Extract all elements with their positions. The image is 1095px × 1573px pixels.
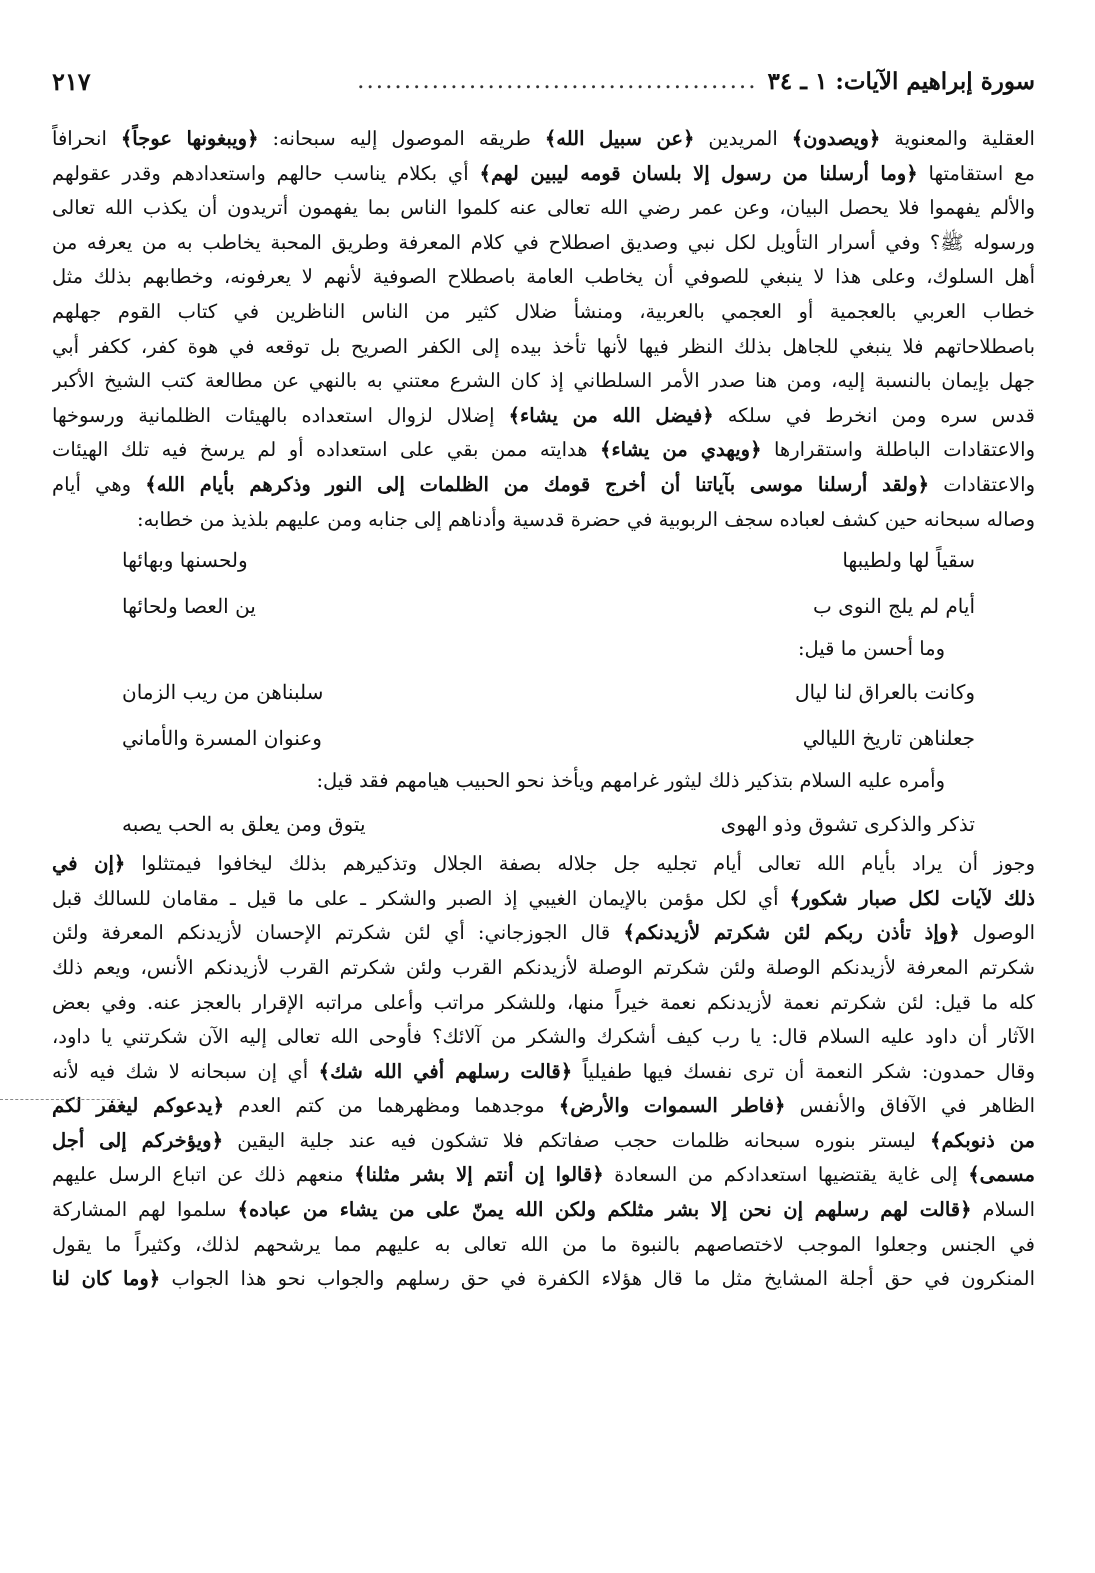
verse-second-hemistich: وعنوان المسرة والأماني [122,725,322,750]
text-line: والألم يفهموا فلا يحصل البيان، وعن عمر رضي الله تعالى عنه كلموا الناس بما يفهمون أتريدون أن يكذب الله تعالى [52,196,1035,220]
text-line: أهل السلوك، وعلى هذا لا ينبغي للصوفي أن يخاطب العامة باصطلاح الصوفية لأنهم لا يعرفونه، وخطابهم بذلك مثل [52,265,1035,289]
text-line: مسمى﴾ إلى غاية يقتضيها استعدادكم من السعادة ﴿قالوا إن أنتم إلا بشر مثلنا﴾ منعهم ذلك عن اتباع الرسل عليهم [52,1163,1035,1187]
text-line: في الجنس وجعلوا الموجب لاختصاصهم بالنبوة ما من الله تعالى به عليهم مما يرشحهم لذلك، وكثيراً ما يقول [52,1232,1035,1256]
verse-line [52,715,1035,761]
verse-line [52,583,1035,629]
text-line: باصطلاحاتهم فلا ينبغي للجاهل بذلك النظر فيها لأنها تأخذ بيده إلى الكفر الصريح بل توقعه في هوة كفر، ككفر أبي [52,334,1035,358]
poem-2 [52,669,1035,761]
text-line: جهل بإيمان بالنسبة إليه، ومن هنا صدر الأمر السلطاني إذ كان الشرع معتني به بالنهي عن مطالعة كتب الشيخ الأكبر [52,369,1035,393]
verse-second-hemistich: سلبناهن من ريب الزمان [122,679,324,704]
verse-second-hemistich: ولحسنها وبهائها [122,547,248,572]
verse-second-hemistich: ين العصا ولحائها [122,593,256,618]
page-number: ٢١٧ [52,66,91,96]
text-line: ذلك لآيات لكل صبار شكور﴾ أي لكل مؤمن بالإيمان الغيبي إذ الصبر والشكر ـ على ما قيل ـ مقامان للسالك قبل [52,886,1035,910]
text-line: وجوز أن يراد بأيام الله تعالى أيام تجليه جل جلاله بصفة الجلال وتذكيرهم بذلك ليخافوا فيمتثلوا ﴿إن في [52,852,1035,876]
text-line: قدس سره ومن انخرط في سلكه ﴿فيضل الله من يشاء﴾ إضلال لزوال استعداده بالهيئات الظلمانية ورسوخها [52,403,1035,427]
verse-first-hemistich: جعلناهن تاريخ الليالي [802,725,975,750]
verse-first-hemistich: وكانت بالعراق لنا ليال [794,679,975,704]
leader-dots: ........................................... [357,68,758,94]
text-line: مع استقامتها ﴿وما أرسلنا من رسول إلا بلسان قومه ليبين لهم﴾ أي بكلام يناسب حالهم واستعدادهم وقدر عقولهم [52,161,1035,185]
main-text [52,122,1035,1297]
text-line: وقال حمدون: شكر النعمة أن ترى نفسك فيها طفيلياً ﴿قالت رسلهم أفي الله شك﴾ أي إن سبحانه لا شك فيه لأنه [52,1059,1035,1083]
paragraph-block-a [52,122,1035,537]
chapter-title: سورة إبراهيم الآيات: ١ ـ ٣٤ [767,67,1035,95]
text-line: الوصول ﴿وإذ تأذن ربكم لئن شكرتم لأزيدنكم﴾ قال الجوزجاني: أي لئن شكرتم الإحسان لأزيدنكم المعرفة ولئن [52,921,1035,945]
verse-first-hemistich: أيام لم يلج النوى ب [812,593,975,618]
text-line: كله ما قيل: لئن شكرتم نعمة لأزيدنكم نعمة خيراً منها، وللشكر مراتب وأعلى مراتبه الإقرار بالعجز عنه. وفي بعض [52,990,1035,1014]
scan-artifact-line [0,1099,120,1100]
verse-line [52,669,1035,715]
text-line: خطاب العربي بالعجمية أو العجمي بالعربية، ومنشأ ضلال كثير من الناس الناظرين في كتاب القوم جهلهم [52,299,1035,323]
poem-1 [52,537,1035,629]
poem-3 [52,801,1035,847]
poem-intro: وما أحسن ما قيل: [797,637,945,661]
text-line: والاعتقادات الباطلة واستقرارها ﴿ويهدي من يشاء﴾ هدايته ممن بقي على استعداده أو لم يرسخ فيه تلك الهيئات [52,438,1035,462]
text-line: العقلية والمعنوية ﴿ويصدون﴾ المريدين ﴿عن سبيل الله﴾ طريقه الموصول إليه سبحانه: ﴿ويبغونها عوجاً﴾ انحرافاً [52,127,1035,150]
text-line: ورسوله ﷺ؟ وفي أسرار التأويل لكل نبي وصديق اصطلاح في كلام المعرفة وطريق المحبة يخاطب به من يعرفه من [52,230,1035,254]
text-line: المنكرون في حق أجلة المشايخ مثل ما قال هؤلاء الكفرة في حق رسلهم والجواب نحو هذا الجواب ﴿وما كان لنا [52,1267,1035,1291]
verse-line [52,537,1035,583]
verse-line [52,801,1035,847]
paragraph-block-b [52,847,1035,1297]
text-line: الآثار أن داود عليه السلام قال: يا رب كيف أشكرك والشكر من آلائك؟ فأوحى الله تعالى إليه الآن شكرتني يا داود، [52,1025,1035,1049]
text-line: الظاهر في الآفاق والأنفس ﴿فاطر السموات والأرض﴾ موجدهما ومظهرهما من كتم العدم ﴿يدعوكم ليغفر لكم [52,1094,1035,1118]
poem-intro: وأمره عليه السلام بتذكير ذلك ليثور غرامهم ويأخذ نحو الحبيب هيامهم فقد قيل: [316,769,945,793]
verse-first-hemistich: تذكر والذكرى تشوق وذو الهوى [720,811,975,836]
text-line: والاعتقادات ﴿ولقد أرسلنا موسى بآياتنا أن أخرج قومك من الظلمات إلى النور وذكرهم بأيام الله﴾ وهي أيام [52,472,1035,496]
text-line: من ذنوبكم﴾ ليستر بنوره سبحانه ظلمات حجب صفاتكم فلا تشكون فيه عند جلية اليقين ﴿ويؤخركم إلى أجل [52,1128,1035,1152]
text-line: وصاله سبحانه حين كشف لعباده سجف الربوبية في حضرة قدسية وأدناهم إلى جنابه ومن عليهم بلذيذ من خطابه: [137,507,1035,531]
verse-second-hemistich: يتوق ومن يعلق به الحب يصبه [122,811,366,836]
running-header [52,62,1035,100]
text-line: شكرتم المعرفة لأزيدنكم الوصلة ولئن شكرتم الوصلة لأزيدنكم القرب ولئن شكرتم القرب لأزيدنكم الأنس، ويعم ذلك [52,955,1035,979]
verse-first-hemistich: سقياً لها ولطيبها [842,547,975,572]
text-line: السلام ﴿قالت لهم رسلهم إن نحن إلا بشر مثلكم ولكن الله يمنّ على من يشاء من عباده﴾ سلموا لهم المشاركة [52,1198,1035,1222]
